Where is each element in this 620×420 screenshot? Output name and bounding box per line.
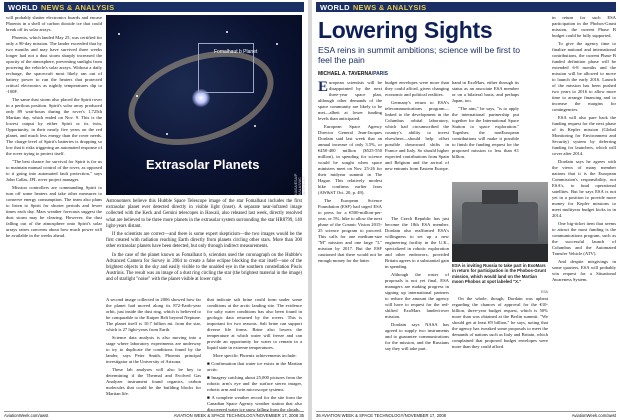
paragraph: A second image collected in 2006 showed how far the planet had moved along its 872-Earth-year orbit, just inside the dust ring, which is believed to be comparable to the Kuiper Belt beyond Neptune. The planet itself is 10.7 billion mi. from the star, which is 27 light-years from Earth.: [106, 297, 201, 332]
paragraph: The same dust storm also placed the Spirit rover in a perilous position. Spirit's solar array produced only 89 watt-hours during the rover's 1,725th Martian day, which ended on Nov. 9. This is the lowest output by either Spirit or its twin, Opportunity, in their nearly five years on the red planet, and much less energy than the rover needs. The charge level of Spirit's batteries is dropping so low that it risks triggering an automated response of the rover trying to protect itself.: [6, 97, 102, 156]
bullet-item: ■ A complete weather record for the site from the Canadian Space Agency weather station that also discovered water ice snow falling from the clouds.: [207, 395, 302, 412]
phobos-photo: [452, 182, 548, 262]
structure: [452, 244, 548, 262]
article-column: [106, 297, 201, 408]
article-column: [6, 15, 102, 408]
sidebar-text: [106, 199, 302, 295]
section-header: [316, 2, 616, 12]
paragraph: Astronomers believe this Hubble Space Telescope image of the star Fomalhaut includes the first extrasolar planet ever detected directly in visible light (inset). A separate near-infrared image collected with the Keck and Gemini telescopes in Hawaii, also released last week, directly resolved what are believed to be three more planets in the extrasolar system surrounding the star HR8799, 140 light-years distant.: [106, 199, 302, 229]
star: [254, 125, 256, 127]
paragraph: Germany's return to ESA's telecommunications program—linked to the development in the Columbus orbital laboratory, which had circumscribed the country's ability to invest elsewhere—should help offset possible downward shifts in France and Italy. So should higher expected contributions from Spain and Belgium and the arrival of new entrants from Eastern Europe.: [385, 100, 449, 171]
paragraph: Science data analysis is also moving into a stage where laboratory experiments are underway to try to duplicate the conditions found by the lander, says Peter Smith, Phoenix principal investigator at the University of Arizona.: [106, 335, 201, 364]
byline: [318, 71, 388, 77]
paragraph: On the whole, though, Dordain was upbeat regarding the chances of approval for the €10-billion, three-year budget request, which is 50% more than was obtained at the Berlin summit. "We should get at least €9 billion," he says, noting that the agency has tweaked some proposals to meet the demands of nations such as Italy and Britain, which complained that proposed budget envelopes were more than they could afford.: [452, 296, 548, 349]
paragraph: Although the roster of proposals is not yet final, ESA managers are making progress in signing up international partners to reduce the amount the agency will have to request for the red-shifted ExoMars lander/rover mission.: [385, 272, 449, 319]
right-page: [312, 0, 620, 420]
paragraph: that indicate salt brine could form under some conditions at the arctic landing site. The evidence for salty water conditions has also been found in geologic data returned by the rovers. This is important for two reasons. Salt brine can support diverse life forms. Brine also lowers the temperature at which water will freeze and can provide an opportunity for water to remain in a liquid state in extreme temperatures.: [207, 297, 302, 350]
section-label-accent: NEWS & ANALYSIS: [352, 2, 427, 12]
star: [136, 95, 138, 97]
byline-name: MICHAEL A. TAVERNA: [318, 71, 372, 77]
paragraph: More specific Phoenix achievements include:: [213, 353, 297, 358]
paragraph: "The aim," he says, "is to apply the international partnership put together for the International Space Station to space exploration." Together, the nonEuropean contributions will make it possible to finish the funding request for the proposed mission to less than €1 billion.: [452, 106, 519, 159]
bullet-item: ■ Confirmation that water ice exists in the Martian arctic.: [207, 361, 302, 372]
footer-url: AviationWeek.com/awst: [4, 412, 49, 418]
structure: [482, 190, 518, 204]
paragraph: One big-ticket item that seems to attract the most funding is the communications program, such as the successful launch of Columbus and the Automated Transfer Vehicle (ATV).: [552, 221, 616, 256]
planet-label: Fomalhaut b Planet: [214, 49, 258, 55]
paragraph: ESA will also pare back the funding request for the next phase of its Kepler mission (Global Monitoring for Environment and Security) system by deferring funding for launchers, which will cover after 2014.: [552, 115, 616, 156]
footer-url: AviationWeek.com/awst: [571, 412, 616, 418]
paragraph: "The best chance for survival for Spirit is for us to maintain manual control of the rover, as opposed to it going into automated fault protection," says John Callas, JPL rover project manager.: [6, 159, 102, 182]
article-column: [207, 297, 302, 412]
paragraph: To give the agency time to finalize national and international contributions, the current Phase B funded definition phase will be extended 6-8 months and the mission will be allowed to move to launch the early 2016. Launch of the mission has been pushed two years to 2016 to allow more time to arrange financing and to increase the margins for contingencies.: [552, 41, 616, 112]
paragraph: budget envelopes were more than they could afford, given changing economic and political realities.: [385, 80, 449, 97]
paragraph: Dordain says he agrees with the views of many member nations that it is the European Commission's responsibility, not ESA's, to fund operational satellites. But he says ESA is not yet in a position to provide more money for Kepler missions to meet multiyear budget kicks in in 2014.: [552, 159, 616, 218]
lead-paragraph: [318, 80, 382, 122]
photo-credit: ESA: [540, 290, 548, 294]
headline: Lowering Sights: [318, 17, 493, 43]
footer-issue: AVIATION WEEK & SPACE TECHNOLOGY/NOVEMBER 17, 2008 35: [173, 412, 304, 418]
paragraph: hand in ExoMars, either through its status as an associate ESA member or on a bilateral basis, and perhaps Japan, too.: [452, 80, 519, 103]
page-footer: [316, 411, 616, 418]
section-header: [4, 2, 304, 12]
star: [166, 133, 168, 135]
paragraph: will probably shatter electronics boards and encase Phoenix in a shell of carbon dioxide ice that could break off its solar arrays.: [6, 15, 102, 32]
paragraph: in return for such ESA participation in the Phobos-Grunt mission, the current Phase B budget could be fully supported.: [552, 15, 616, 38]
article-column: [385, 80, 449, 212]
paragraph: The Czech Republic has just become the 18th ESA member. Dordain also reaffirmed ESA's willingness to set up a new engineering facility in the U.K., specialized in robotic exploration and other endeavors, provided Britain agrees to a substantial gain in spending.: [385, 216, 449, 269]
footer-issue: 36 AVIATION WEEK & SPACE TECHNOLOGY/NOVEMBER 17, 2008: [316, 412, 447, 418]
star: [226, 31, 228, 33]
paragraph: And despite misgivings in some quarters, ESA will probably win request for a Situational Awareness System.: [552, 259, 616, 282]
article-column: [452, 296, 548, 408]
paragraph: Mission controllers are commanding Spirit to turn off some heaters and take other measures to conserve energy consumption. The team also plans to listen to Spirit for shorter periods and fewer times each day. Mars weather forecasts suggest the dust storm may be clearing. However, the dust falling out of the atmosphere onto Spirit's solar arrays raises concerns about how much power will be available in the weeks ahead.: [6, 185, 102, 238]
photo-credit: NASA/ESA/P. KALAS/UC BERKELEY: [294, 173, 306, 195]
bullet-item: ■ Imagery catching about 25,000 pictures from the robotic arm's eye and the surface stereo imager, robotic arm and twin microscope systems.: [207, 375, 302, 392]
fomalhaut-photo: [106, 15, 306, 195]
section-label: WORLD: [8, 2, 38, 12]
paragraph: Dordain says NASA has agreed to supply two instruments and to guarantee communications for the mission, and the Russians say they will take part.: [385, 322, 449, 351]
paragraph: The European Science Foundation (ESF) had urged ESA to press for a €500-million-per-year, or 5%, hike to allow the next phase of the Cosmic Vision 2015-25 science program to proceed. This calls for one medium-size "M" mission and one large "L" mission by 2017. But the ESF cautioned that there would not be enough money for the latter.: [318, 198, 382, 263]
section-label: WORLD: [320, 2, 350, 12]
article-column: [552, 15, 616, 408]
paragraph: If the scientists are correct—and there is some expert skepticism—the two images would be the first created with radiation reaching Earth directly from planets circling other stars. More than 300 other extrasolar planets have been detected, but only through indirect measurements.: [106, 232, 302, 250]
photo-caption: ESA is inviting Russia to take part in ExoMars in return for participation in the Phobos-Grunt mission, which would land on the Martian moon Phobos at spot labeled "X.": [452, 263, 547, 285]
star: [276, 43, 278, 45]
lead-text: uropean scientists will be disappointed by the next three-year space plan, although other demands of the space community are likely to be met—albeit at lower funding levels than anticipated.: [318, 80, 382, 121]
star: [118, 33, 120, 35]
byline-location: /PARIS: [371, 71, 389, 77]
paragraph: Phoenix, which landed May 25, was certified for only a 90-day mission. The lander exceeded that by two months and may have survived three weeks longer had not a dust storm sharply increased the opacity of the atmosphere, preventing sunlight from powering the vehicle's solar arrays. Without a daily recharge, the spacecraft most likely ran out of battery power to run the heaters that protected critical electronics as nightly temperatures dip to -100F.: [6, 35, 102, 94]
structure: [462, 202, 538, 242]
paragraph: In the case of the planet known as Fomalhaut b, scientists used the coronagraph on the Hubble's Advanced Camera for Survey in 2004 to create a false eclipse blocking the star itself—one of the brightest objects in the sky and easily visible to the unaided eye in the southern constellation Piscis Austrinis. The result was an image of a dust ring circling the star (the brightest material in the image) and of starlight "noise" with the planet visible at lower right.: [106, 252, 302, 283]
subheadline: ESA reins in summit ambitions; science will be first to feel the pain: [318, 45, 521, 65]
article-column: [385, 216, 449, 408]
photo-title: Extrasolar Planets: [146, 157, 260, 172]
page-footer: [4, 411, 304, 418]
article-column: [452, 80, 519, 180]
left-page: [0, 0, 308, 420]
paragraph: These lab analyses will also be key to determining if the Thermal and Evolved Gas Analyzer instrument found organics, carbon molecules that could be the building blocks for Martian life.: [106, 367, 201, 396]
drop-cap: E: [318, 79, 329, 95]
section-label-accent: NEWS & ANALYSIS: [40, 2, 115, 12]
article-column: [318, 80, 382, 408]
paragraph: European Space Agency Director General Jean-Jacques Dordain said last week that an annual increase of only 3.5%, or €450-400 million ($525-550 million), in spending for science would be sought when space ministers meet on Nov. 25-26 for their midyear summit in The Hague. This relatively modest hike confirms earlier fears (AW&ST Oct. 20, p. 49).: [318, 124, 382, 195]
